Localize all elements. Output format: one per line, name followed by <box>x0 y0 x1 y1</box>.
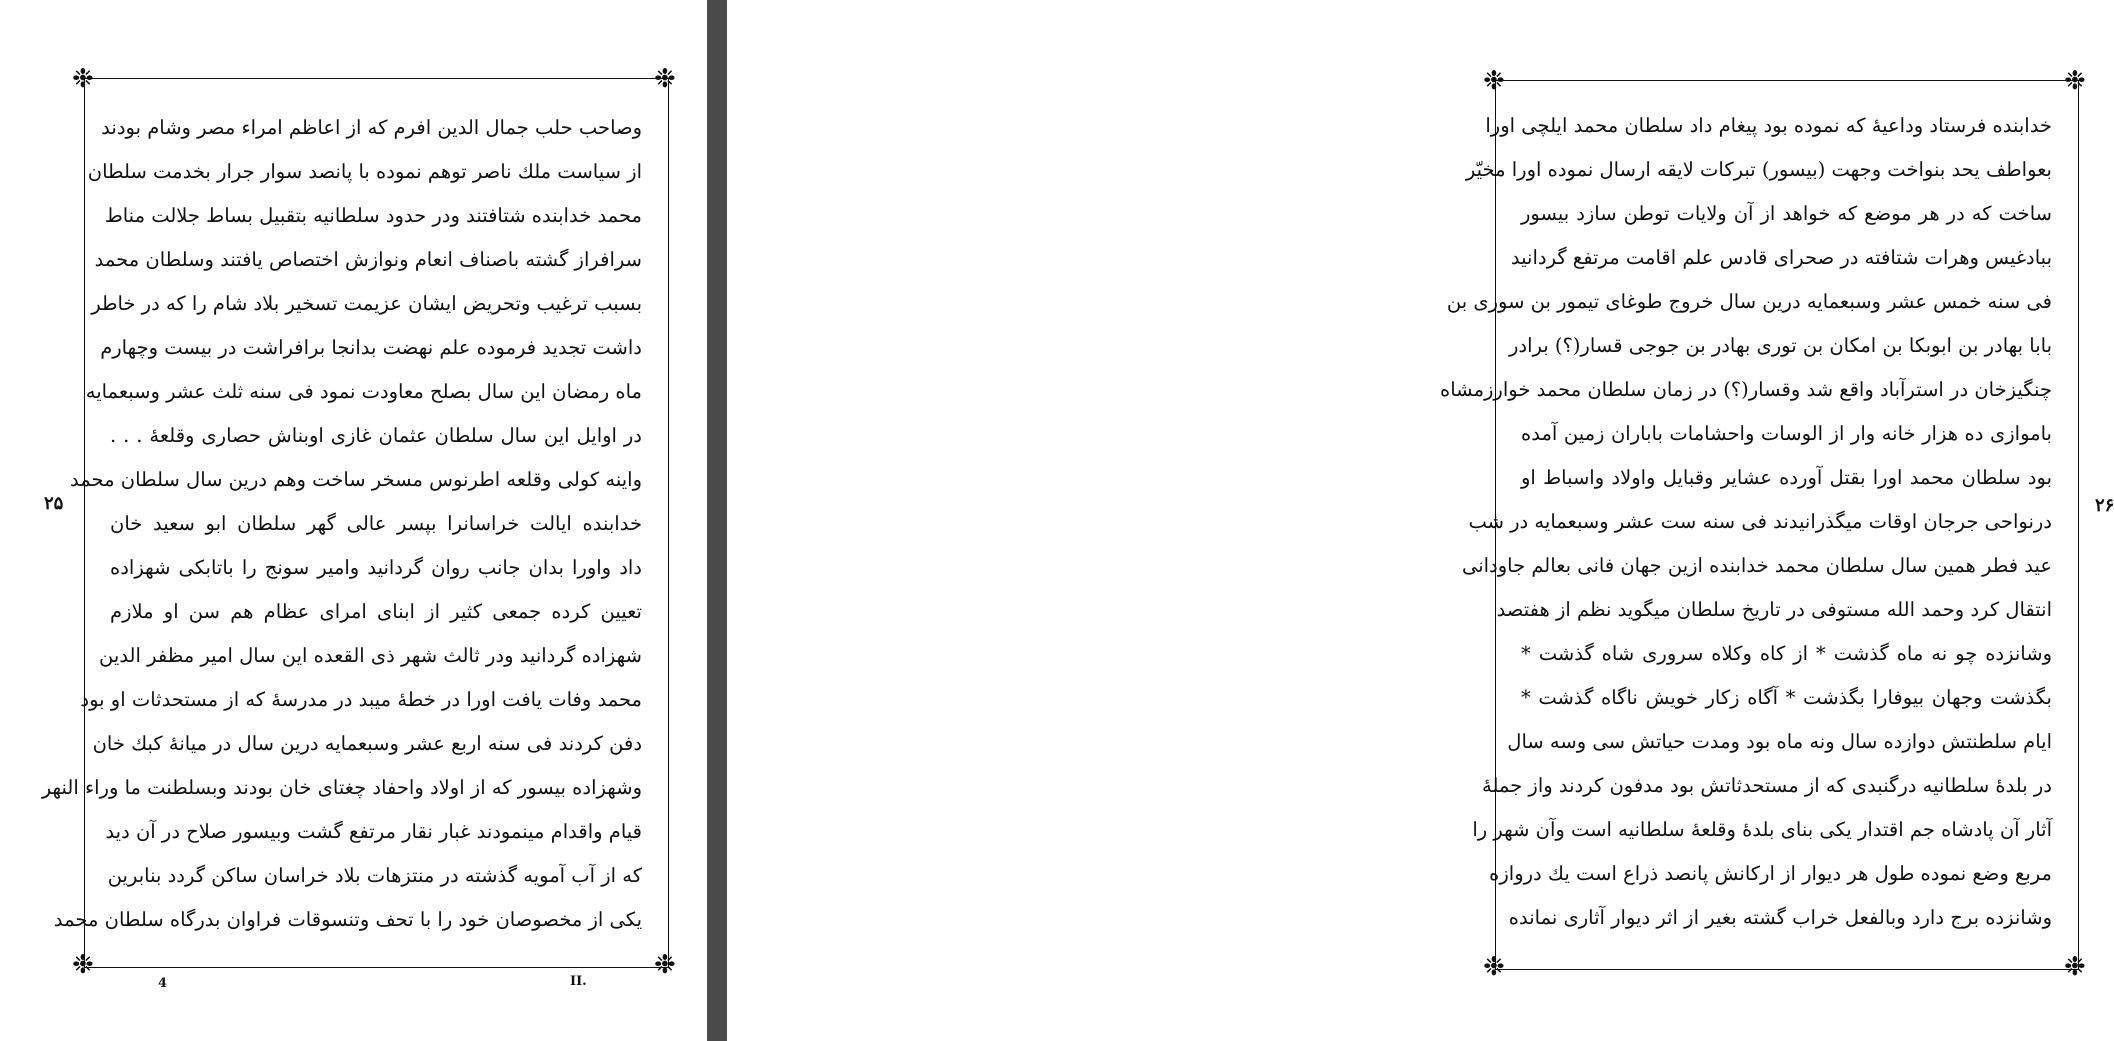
text-line: ببادغیس وهرات شتافته در صحرای قادس علم اقامت مرتفع گردانید <box>1510 246 2052 269</box>
text-line: وشانزده چو نه ماه گذشت * از کاه وکلاه سروری شاه گذشت * <box>1521 642 2052 665</box>
text-line: وشانزده برج دارد وبالفعل خراب گشته بغیر از اثر دیوار آثاری نمانده <box>1508 906 2052 929</box>
footer-signature-left: 4 <box>158 976 168 991</box>
text-line: محمد وفات یافت اورا در خطهٔ میبد در مدرسهٔ که از مستحدثات او بود <box>80 688 642 711</box>
left-page <box>0 0 707 1041</box>
right-page-text <box>1440 104 2052 940</box>
ornament-corner-icon: ❉ <box>1483 66 1505 96</box>
text-line: ماه رمضان این سال بصلح معاودت نمود فی سنه ثلث عشر وسبعمایه <box>85 380 642 403</box>
text-line: تعیین کرده جمعی کثیر از ابنای امرای عظام هم سن او ملازم <box>110 600 642 623</box>
text-line: خدابنده فرستاد وداعیهٔ که نموده بود پیغام داد سلطان محمد ایلچی اورا <box>1485 114 2052 137</box>
ornament-corner-icon: ❉ <box>1483 952 1505 982</box>
page-number: ۲۵ <box>44 493 64 514</box>
text-line: قیام واقدام مینمودند غبار نقار مرتفع گشت وبیسور صلاح در آن دید <box>105 820 642 843</box>
right-page <box>727 0 2114 1041</box>
text-line: بسبب ترغیب وتحریض ایشان عزیمت تسخیر بلاد شام را که در خاطر <box>91 292 642 315</box>
text-line: از سیاست ملك ناصر توهم نموده با پانصد سوار جرار بخدمت سلطان <box>87 160 642 183</box>
text-line: بگذشت وجهان بیوفارا بگذشت * آگاه زکار خویش ناگاه گذشت * <box>1521 686 2052 709</box>
text-line: فی سنه خمس عشر وسبعمایه درین سال خروج طوغای تیمور بن سوری بن <box>1446 290 2052 313</box>
text-line: خدابنده ایالت خراسانرا بپسر عالی گهر سلطان ابو سعید خان <box>110 512 642 535</box>
text-line: باموازی ده هزار خانه وار از الوسات واحشامات باباران زمین آمده <box>1521 422 2052 445</box>
text-line: شهزاده گردانید ودر ثالث شهر ذی القعده این سال امیر مظفر الدین <box>99 644 642 667</box>
text-line: داشت تجدید فرموده علم نهضت بدانجا برافراشت در بیست وچهارم <box>100 336 642 359</box>
text-line: وصاحب حلب جمال الدین افرم که از اعاظم امراء مصر وشام بودند <box>101 116 642 139</box>
footer-signature-right: II. <box>570 974 587 989</box>
text-line: دفن کردند فی سنه اربع عشر وسبعمایه درین سال در میانهٔ کبك خان <box>92 732 642 755</box>
book-spine <box>707 0 727 1041</box>
text-line: وشهزاده بیسور که از اولاد واحفاد چغتای خان بودند وبسلطنت ما وراء النهر <box>41 776 642 799</box>
text-line: انتقال کرد وحمد الله مستوفی در تاریخ سلطان میگوید نظم از هفتصد <box>1496 598 2052 621</box>
text-line: سرافراز گشته باصناف انعام ونوازش اختصاص یافتند وسلطان محمد <box>94 248 642 271</box>
ornament-corner-icon: ❉ <box>2064 952 2086 982</box>
text-line: عید فطر همین سال سلطان محمد خدابنده ازین جهان فانی بعالم جاودانی <box>1461 554 2052 577</box>
page-number: ۲۶ <box>2095 495 2114 516</box>
text-line: محمد خدابنده شتافتند ودر حدود سلطانیه بتقبیل بساط جلالت مناط <box>104 204 642 227</box>
text-line: چنگیزخان در استرآباد واقع شد وقسار(؟) در زمان سلطان محمد خوارزمشاه <box>1440 378 2052 401</box>
text-line: بابا بهادر بن ابوبکا بن امکان بن توری بهادر بن جوجی قسار(؟) برادر <box>1508 334 2052 357</box>
ornament-corner-icon: ❉ <box>72 64 94 94</box>
ornament-corner-icon: ❉ <box>2064 66 2086 96</box>
text-line: ساخت که در هر موضع که خواهد از آن ولایات توطن سازد بیسور <box>1521 202 2052 225</box>
text-line: واینه کولی وقلعه اطرنوس مسخر ساخت وهم درین سال سلطان محمد <box>70 468 642 491</box>
text-line: در بلدهٔ سلطانیه درگنبدی که از مستحدثاتش بود مدفون کردند واز جملهٔ <box>1481 774 2052 797</box>
text-line: بود سلطان محمد اورا بقتل آورده عشایر وقبایل واولاد واسباط او <box>1521 466 2052 489</box>
text-line: درنواحی جرجان اوقات میگذرانیدند فی سنه ست عشر وسبعمایه در شب <box>1468 510 2052 533</box>
ornament-corner-icon: ❉ <box>72 950 94 980</box>
text-line: بعواطف یحد بنواخت وجهت (بیسور) تبرکات لایقه ارسال نموده اورا مخیّر <box>1465 158 2052 181</box>
ornament-corner-icon: ❉ <box>654 950 676 980</box>
text-line: ایام سلطنتش دوازده سال ونه ماه بود ومدت حیاتش سی وسه سال <box>1507 730 2052 753</box>
text-line: آثار آن پادشاه جم اقتدار یکی بنای بلدهٔ وقلعهٔ سلطانیه است وآن شهر را <box>1472 818 2052 841</box>
text-line: یکی از مخصوصان خود را با تحف وتنسوقات فراوان بدرگاه سلطان محمد <box>53 908 642 931</box>
text-line: مربع وضع نموده طول هر دیوار از ارکانش پانصد ذراع است یك دروازه <box>1489 862 2052 885</box>
text-line: داد واورا بدان جانب روان گردانید وامیر سونج را باتابکی شهزاده <box>110 556 642 579</box>
text-line: در اوایل این سال سلطان عثمان غازی اوبناش حصاری وقلعهٔ . . . <box>110 424 642 447</box>
text-line: که از آب آمویه گذشته در منتزهات بلاد خراسان ساکن گردد بنابرین <box>107 864 642 887</box>
ornament-corner-icon: ❉ <box>654 64 676 94</box>
